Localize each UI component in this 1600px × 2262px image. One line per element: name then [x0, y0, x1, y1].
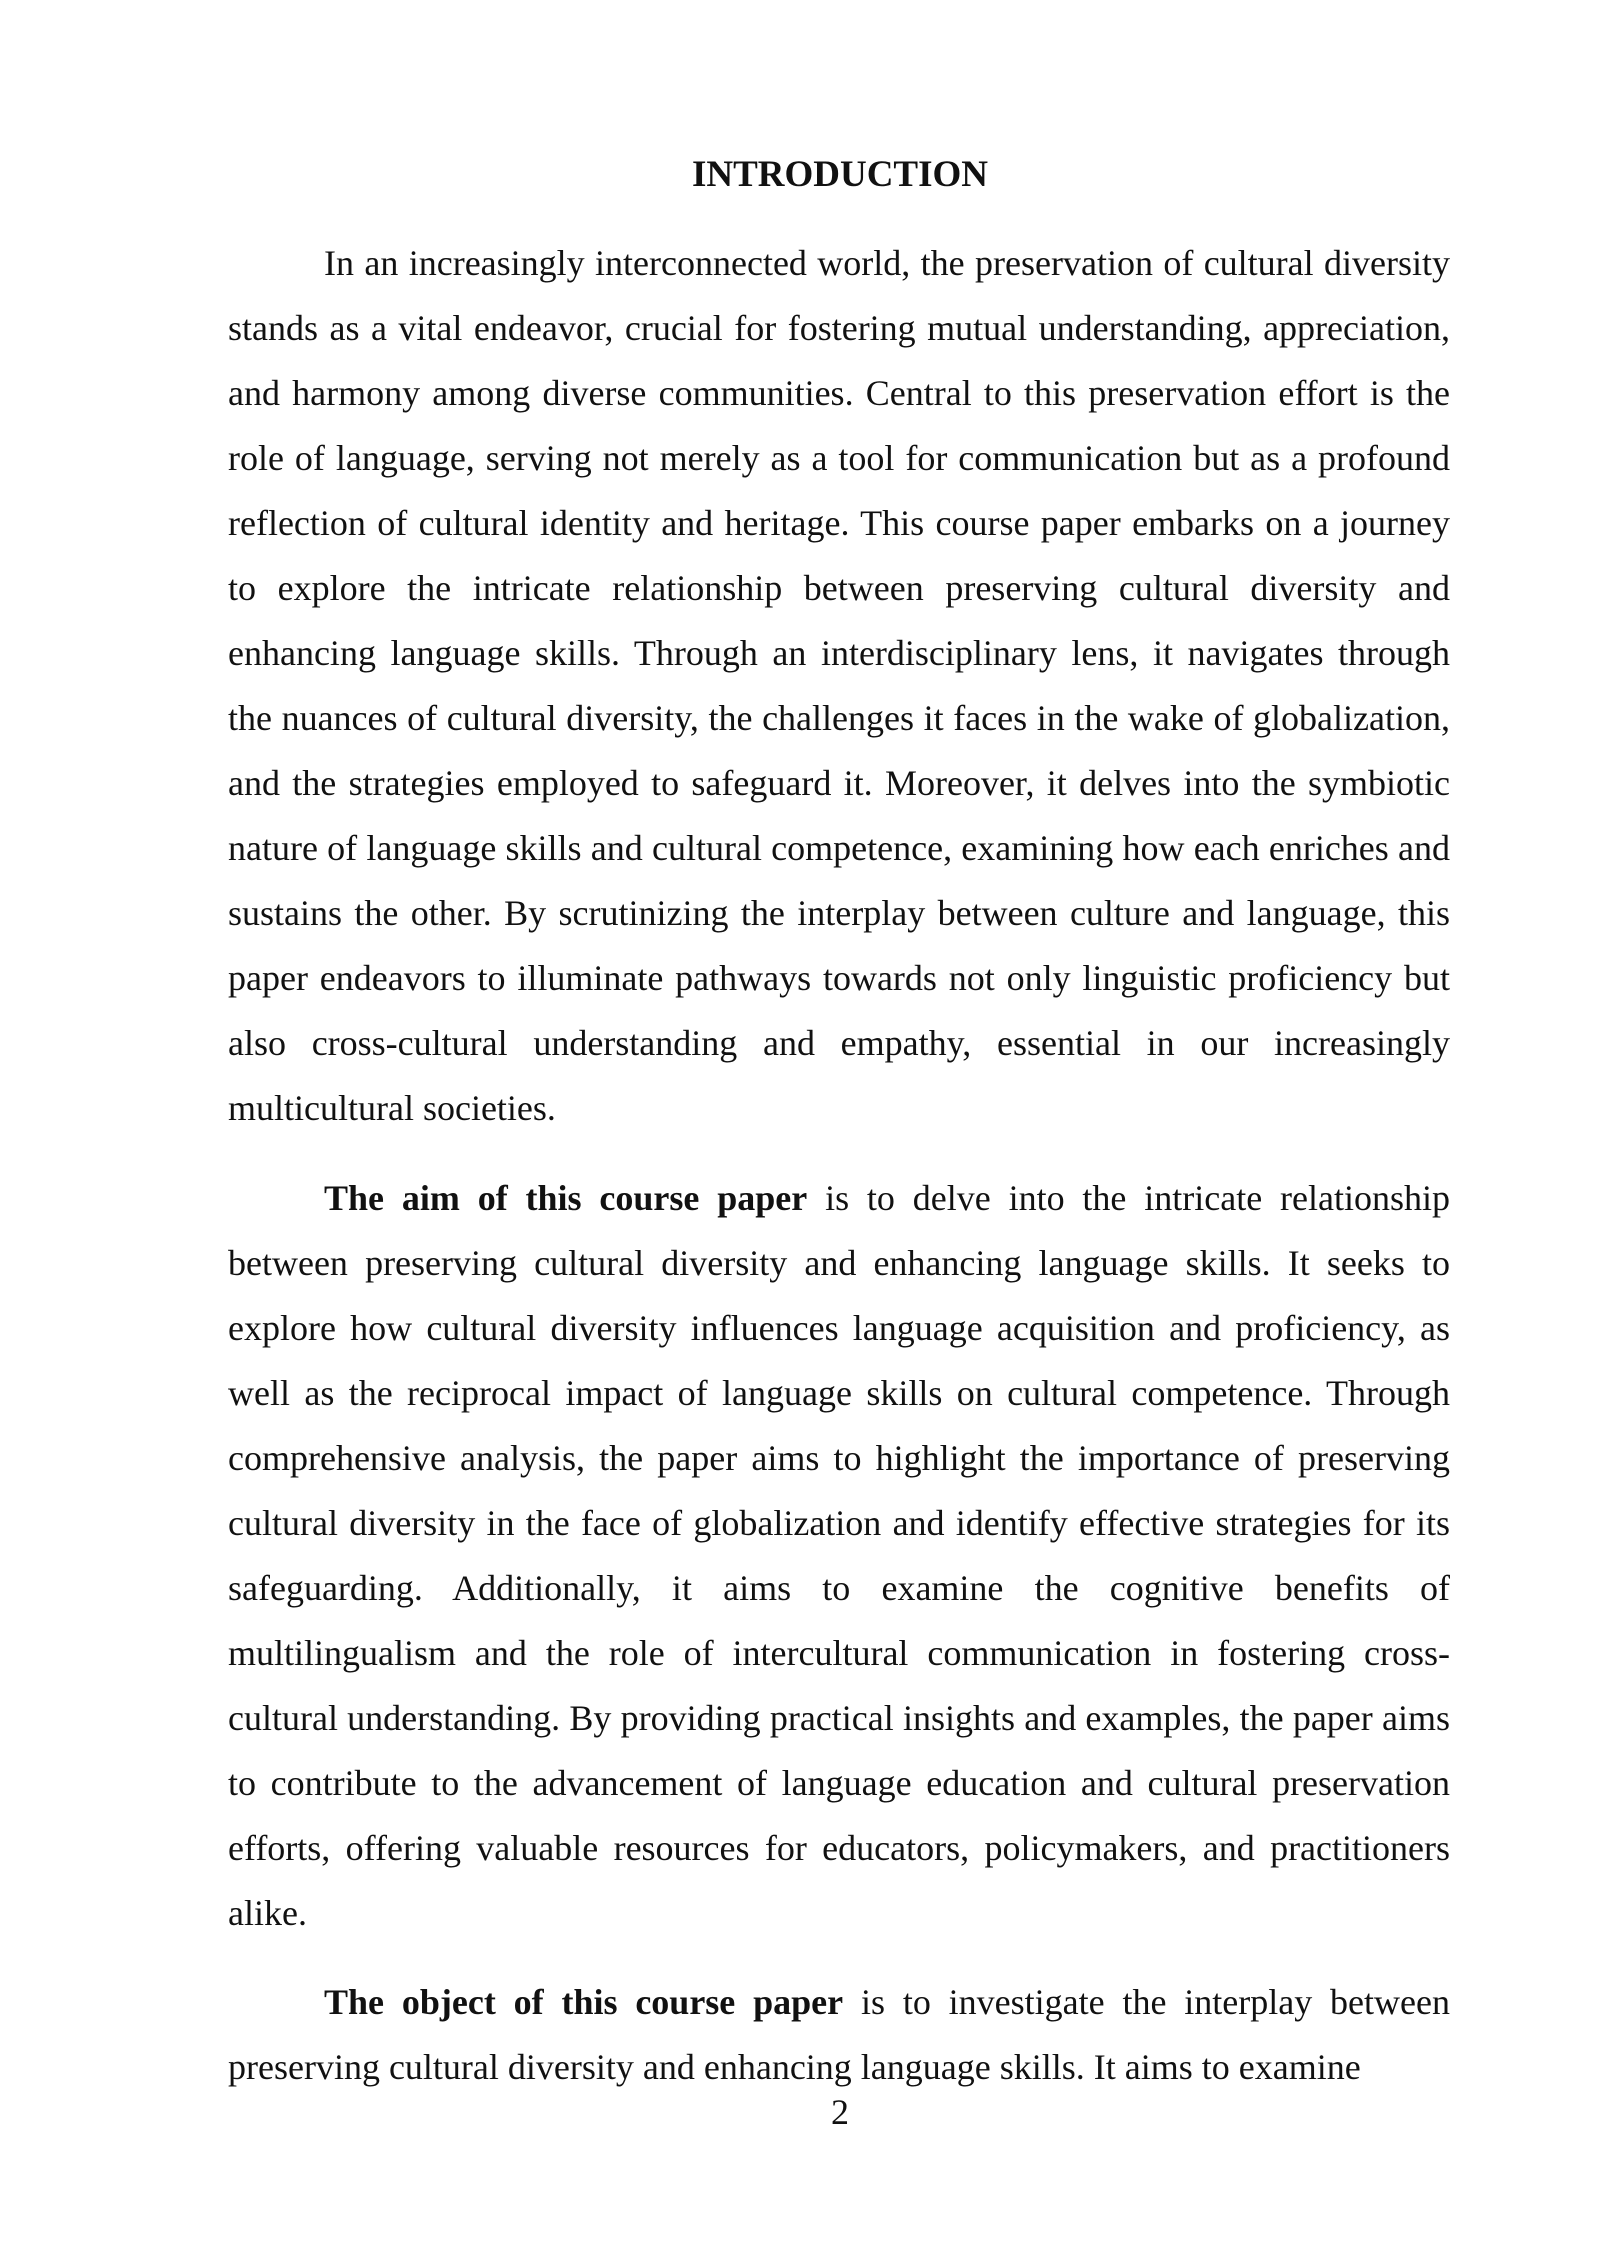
object-paragraph	[228, 1970, 1450, 2100]
introduction-paragraph	[228, 231, 1450, 1141]
section-heading: INTRODUCTION	[691, 154, 989, 195]
paragraph-lead: The object of this course paper	[324, 1982, 844, 2022]
paragraph-text: is to delve into the intricate relationship between preserving cultural diversity and enhancing language skills. It seeks to explore how cultural diversity influences language acquisition and proficiency, as well as the reciprocal impact of language skills on cultural competence. Through comprehensive analysis, the paper aims to highlight the importance of preserving cultural diversity in the face of globalization and identify effective strategies for its safeguarding. Additionally, it aims to examine the cognitive benefits of multilingualism and the role of intercultural communication in fostering cross-cultural understanding. By providing practical insights and examples, the paper aims to contribute to the advancement of language education and cultural preservation efforts, offering valuable resources for educators, policymakers, and practitioners alike.	[228, 1178, 1450, 1933]
aim-paragraph	[228, 1166, 1450, 1946]
page-number: 2	[831, 2092, 849, 2132]
paragraph-text: is to investigate the interplay between preserving cultural diversity and enhancing language skills. It aims to examine	[228, 1982, 1450, 2087]
paragraph-lead: The aim of this course paper	[324, 1178, 808, 1218]
paragraph-text: In an increasingly interconnected world, the preservation of cultural diversity stands as a vital endeavor, crucial for fostering mutual understanding, appreciation, and harmony among diverse communities. Central to this preservation effort is the role of language, serving not merely as a tool for communication but as a profound reflection of cultural identity and heritage. This course paper embarks on a journey to explore the intricate relationship between preserving cultural diversity and enhancing language skills. Through an interdisciplinary lens, it navigates through the nuances of cultural diversity, the challenges it faces in the wake of globalization, and the strategies employed to safeguard it. Moreover, it delves into the symbiotic nature of language skills and cultural competence, examining how each enriches and sustains the other. By scrutinizing the interplay between culture and language, this paper endeavors to illuminate pathways towards not only linguistic proficiency but also cross-cultural understanding and empathy, essential in our increasingly multicultural societies.	[228, 243, 1450, 1128]
